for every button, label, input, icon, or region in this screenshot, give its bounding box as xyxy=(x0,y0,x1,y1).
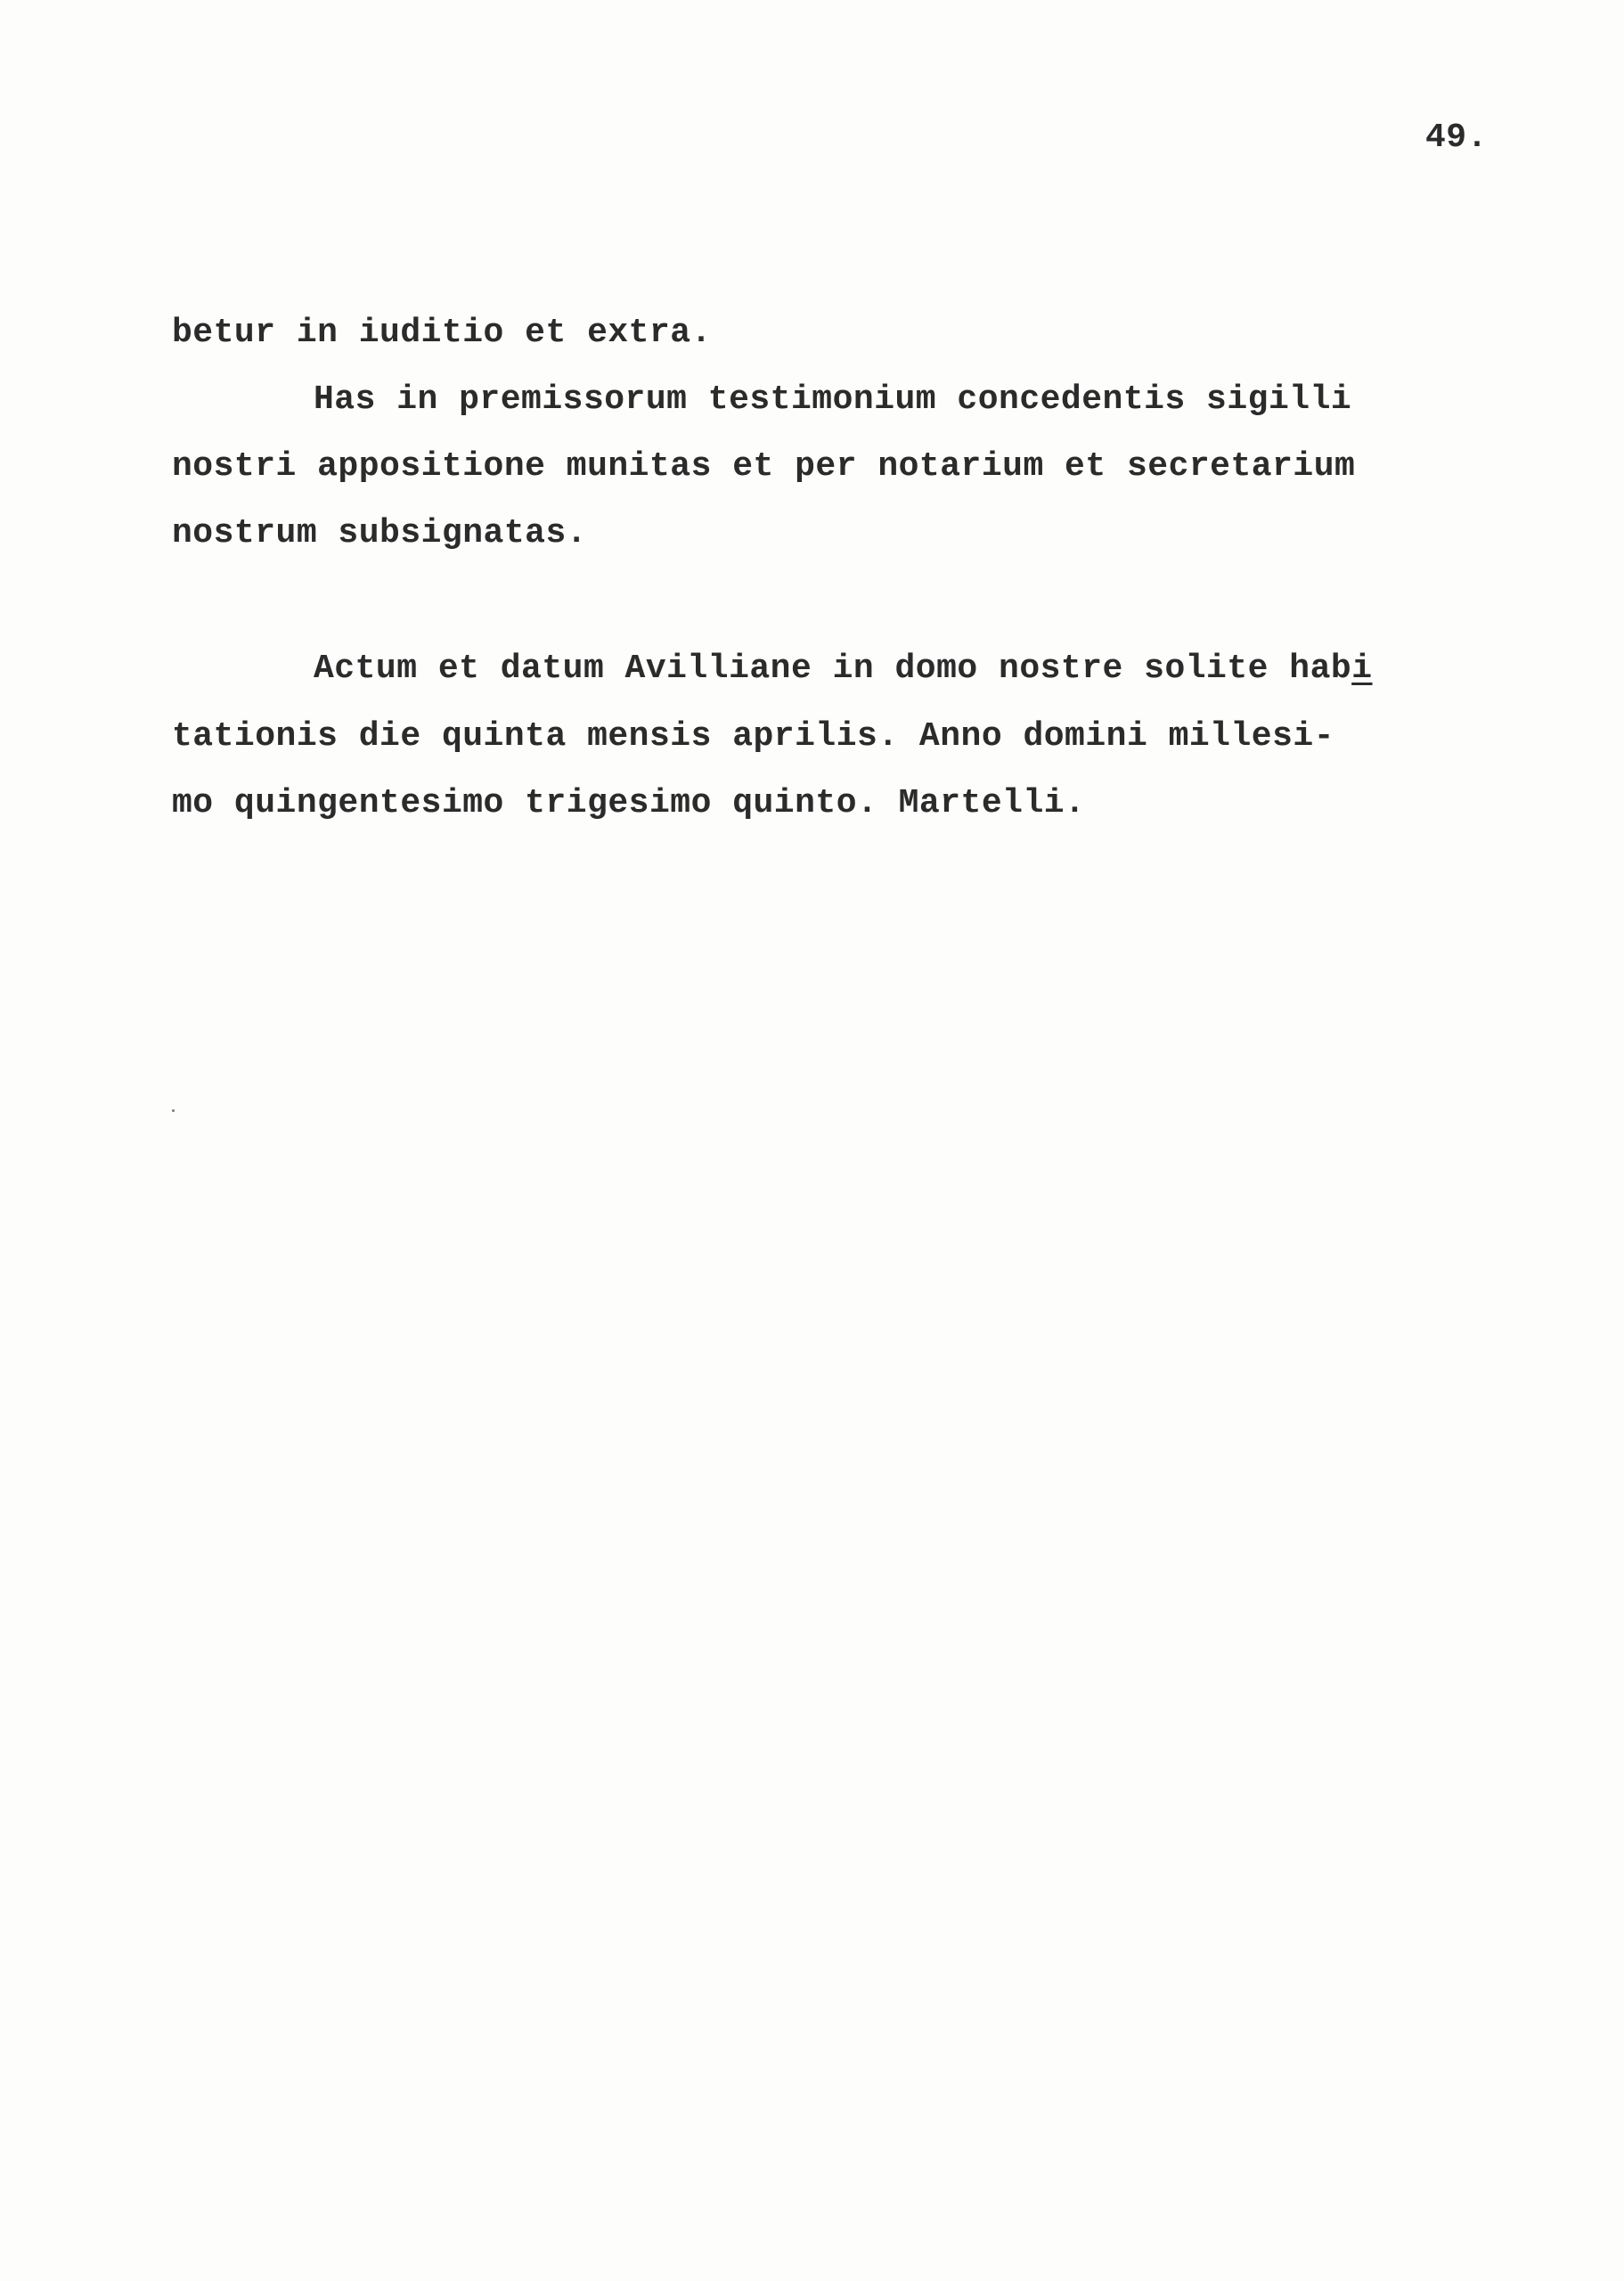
paragraph-3-line-1 xyxy=(314,652,1373,686)
paragraph-2-line-1: Has in premissorum testimonium concedentis sigilli xyxy=(314,380,1352,419)
page-number: 49. xyxy=(1425,119,1488,157)
paragraph-3-line-2: tationis die quinta mensis aprilis. Anno domini millesi- xyxy=(172,717,1335,756)
paragraph-3-line-3: mo quingentesimo trigesimo quinto. Martelli. xyxy=(172,784,1086,822)
paragraph-1-line-1: betur in iuditio et extra. xyxy=(172,314,712,352)
underlined-letter: i xyxy=(1351,650,1373,688)
paper-speck xyxy=(172,1109,175,1112)
paragraph-2-line-3: nostrum subsignatas. xyxy=(172,514,588,552)
paragraph-3-line-1-text: Actum et datum Avilliane in domo nostre solite hab xyxy=(314,650,1352,688)
paragraph-2-line-2: nostri appositione munitas et per notarium et secretarium xyxy=(172,447,1356,486)
